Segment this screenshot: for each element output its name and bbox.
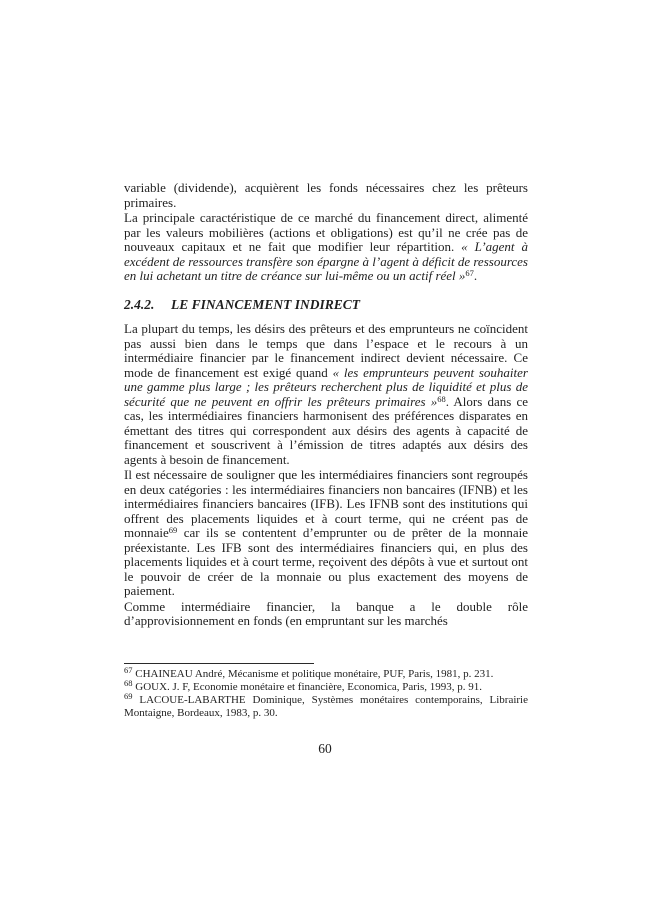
text-run: Comme intermédiaire financier, la banque a le double rôle d’approvisionnement en fonds (en empruntant sur les marchés: [124, 598, 528, 628]
footnote-reference: 69: [168, 525, 178, 535]
text-run: La plupart du temps, les désirs des prêteurs et des emprunteurs ne coïncident pas aussi bien dans le temps que dans l’espace et le recours à un intermédiaire financier par le financement indirect devient nécessaire. Ce mode de financement est exigé quand: [124, 321, 528, 380]
text-run: « L’agent à excédent de ressources transfère son épargne à l’agent à déficit de ressources en lui achetant un titre de créance sur lui-même ou un actif réel »: [124, 239, 528, 283]
footnote-reference: 67: [465, 268, 474, 278]
section-heading: [124, 298, 528, 313]
section-number: 2.4.2.: [124, 296, 155, 312]
text-run: CHAINEAU André, Mécanisme et politique monétaire, PUF, Paris, 1981, p. 231.: [132, 668, 494, 680]
body-paragraph: [124, 181, 528, 210]
footnote-separator-rule: [124, 663, 314, 664]
text-run: .: [473, 268, 478, 283]
text-run: car ils se contentent d’emprunter ou de prêter de la monnaie préexistante. Les IFB sont des intermédiaires financiers qui, en plus des placements liquides et à court terme, reçoivent des dépôts à vue et surtout ont le pouvoir de créer de la monnaie ou plus exactement des moyens de paiement.: [124, 525, 528, 598]
footnote: [124, 678, 528, 694]
footnote-reference: 69: [124, 691, 133, 701]
text-run: . Alors dans ce cas, les intermédiaires financiers harmonisent des préférences disparates en émettant des titres qui correspondent aux désirs des agents à capacité de financement et souscrivent à l’émission de titres adaptés aux désirs des agents à besoin de financement.: [124, 393, 528, 467]
text-run: variable (dividende), acquièrent les fonds nécessaires chez les prêteurs primaires.: [124, 180, 528, 210]
text-run: GOUX. J. F, Economie monétaire et financière, Economica, Paris, 1993, p. 91.: [132, 681, 483, 693]
text-run: « les emprunteurs peuvent souhaiter une gamme plus large ; les prêteurs recherchent plus de liquidité et plus de sécurité que ne peuvent en offrir les prêteurs primaires »: [124, 364, 528, 409]
body-paragraph: [124, 468, 528, 599]
footnote-reference: 68: [437, 393, 446, 404]
footnote: [124, 691, 528, 720]
text-run: Il est nécessaire de souligner que les intermédiaires financiers sont regroupés en deux catégories : les intermédiaires financiers non bancaires (IFNB) et les intermédiaires financiers bancaires (IFB). Les IFNB sont des institutions qui offrent des placements liquides et à court terme, qui ne créent pas de monnaie: [124, 467, 528, 540]
page-number: 60: [318, 741, 332, 756]
footnotes-section: [124, 663, 528, 720]
body-paragraph: [124, 322, 528, 467]
footnote-reference: 67: [124, 665, 133, 675]
text-column: [124, 181, 528, 630]
section-title: LE FINANCEMENT INDIRECT: [171, 296, 361, 312]
text-run: LACOUE-LABARTHE Dominique, Systèmes monétaires contemporains, Librairie Montaigne, Bordeaux, 1983, p. 30.: [124, 694, 528, 719]
body-paragraph: [124, 600, 528, 629]
body-paragraph: [124, 211, 528, 284]
footnote-reference: 68: [124, 678, 133, 688]
text-run: La principale caractéristique de ce marché du financement direct, alimenté par les valeurs mobilières (actions et obligations) est qu’il ne crée pas de nouveaux capitaux et ne fait que modifier leur répartition.: [124, 210, 528, 254]
footnote: [124, 665, 528, 681]
